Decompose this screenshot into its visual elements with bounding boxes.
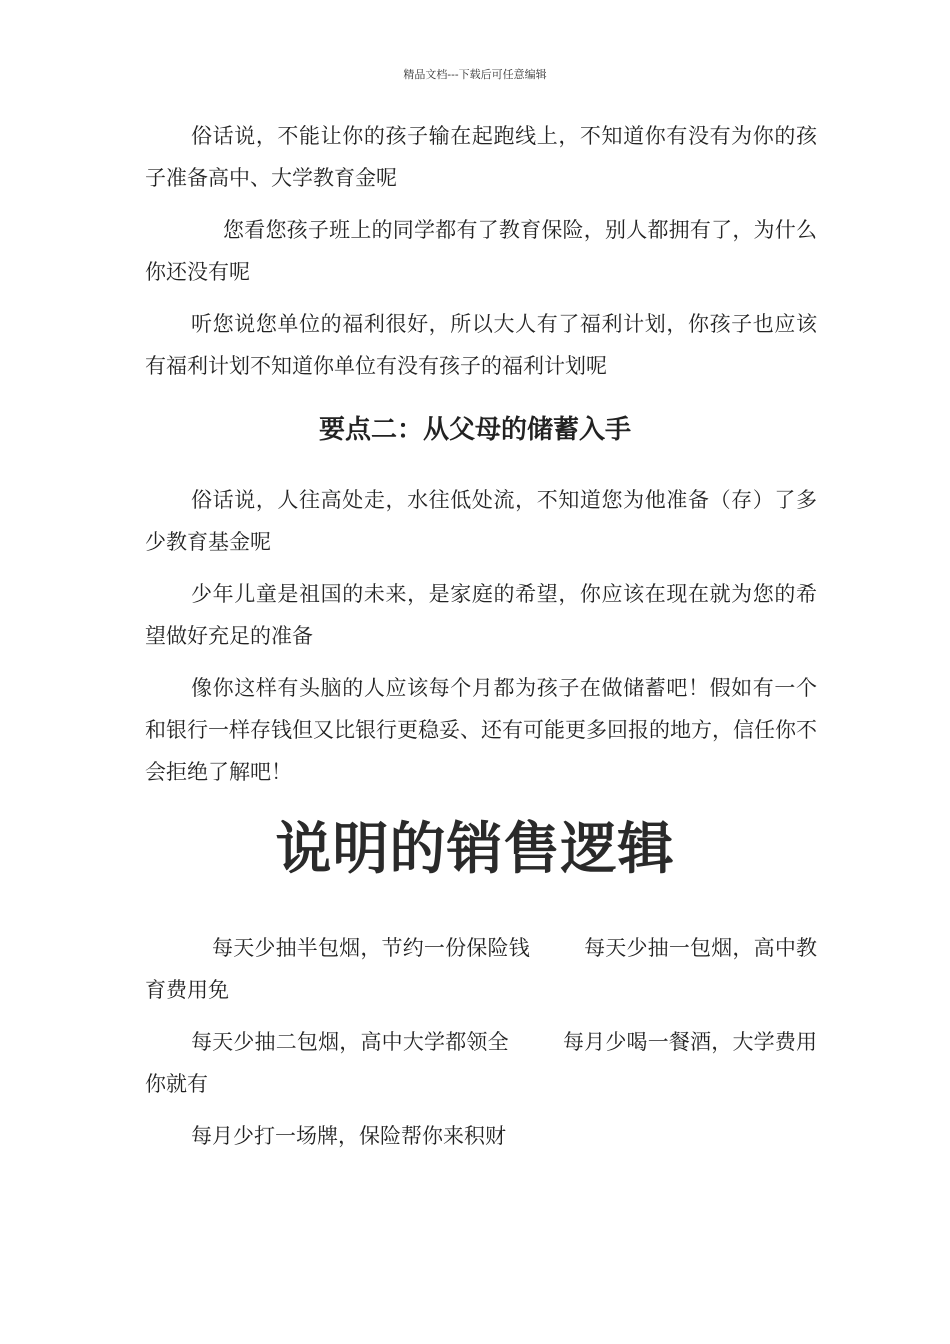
paragraph-3: 听您说您单位的福利很好，所以大人有了福利计划，你孩子也应该有福利计划不知道你单位有没有孩子的福利计划呢 xyxy=(145,312,817,378)
paragraph-2: 您看您孩子班上的同学都有了教育保险，别人都拥有了，为什么你还没有呢 xyxy=(145,218,817,284)
slogan-2b: 每月少喝一餐酒，大学费用你就有 xyxy=(145,1030,818,1096)
slogan-1a: 每天少抽半包烟，节约一份保险钱 xyxy=(212,936,530,960)
slogan-paragraph-3: 每月少打一场牌，保险帮你来积财 xyxy=(191,1124,506,1148)
page-header: 精品文档---下载后可任意编辑 xyxy=(403,68,547,81)
slogan-paragraph-2 xyxy=(145,1021,817,1105)
slogan-paragraph-1 xyxy=(145,927,817,1011)
slogan-2a: 每天少抽二包烟，高中大学都领全 xyxy=(191,1030,509,1054)
paragraph-1: 俗话说，不能让你的孩子输在起跑线上，不知道你有没有为你的孩子准备高中、大学教育金呢 xyxy=(145,124,817,190)
main-heading-sales-logic: 说明的销售逻辑 xyxy=(275,817,675,882)
paragraph-5: 少年儿童是祖国的未来，是家庭的希望，你应该在现在就为您的希望做好充足的准备 xyxy=(145,582,817,648)
paragraph-4: 俗话说，人往高处走，水往低处流，不知道您为他准备（存）了多少教育基金呢 xyxy=(145,488,817,554)
section-heading-point-two: 要点二：从父母的储蓄入手 xyxy=(318,415,631,445)
slogan-1b: 每天少抽一包烟，高中教育费用免 xyxy=(145,936,818,1002)
paragraph-6: 像你这样有头脑的人应该每个月都为孩子在做储蓄吧！假如有一个和银行一样存钱但又比银行更稳妥、还有可能更多回报的地方，信任你不会拒绝了解吧！ xyxy=(145,676,817,784)
